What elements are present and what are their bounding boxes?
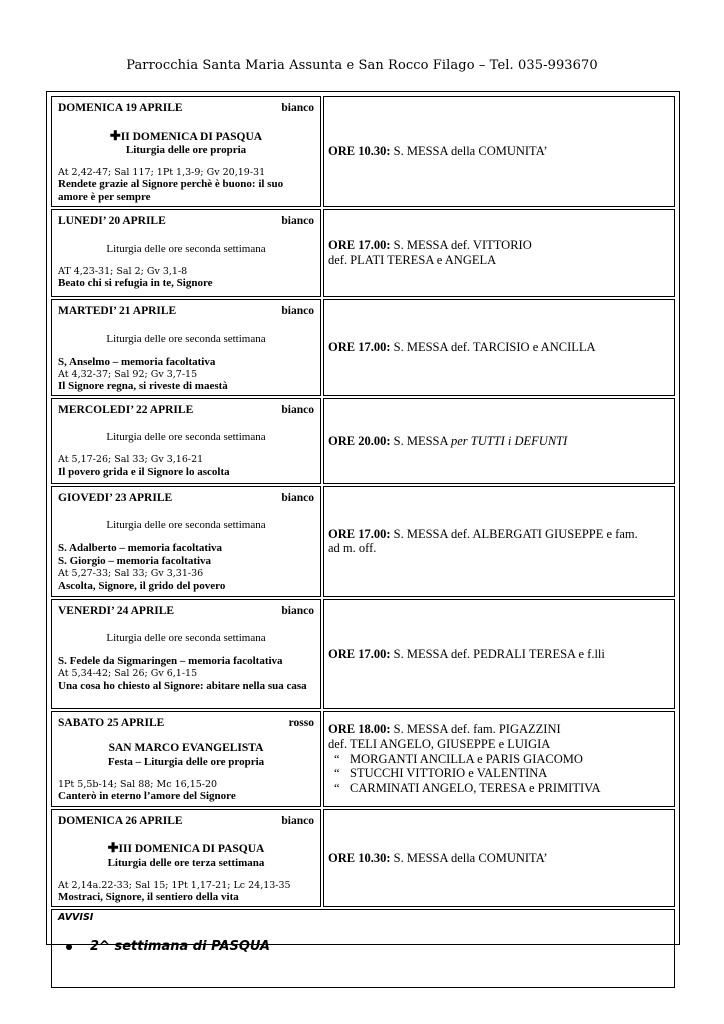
day-title: VENERDI’ 24 APRILE	[58, 604, 175, 617]
liturgical-color: bianco	[281, 403, 314, 416]
day-mass-cell	[323, 599, 675, 709]
mass-time: ORE 10.30:	[328, 144, 391, 159]
schedule-table	[49, 94, 677, 990]
day-header	[58, 717, 314, 731]
day-liturgy-cell	[51, 209, 321, 297]
day-title: MARTEDI’ 21 APRILE	[58, 305, 177, 318]
liturgical-color: bianco	[281, 305, 314, 318]
readings: At 5,27-33; Sal 33; Gv 3,31-36	[58, 568, 204, 580]
feast-title	[58, 128, 314, 145]
day-mass-cell	[323, 398, 675, 484]
day-header	[58, 215, 314, 229]
psalm-response: Mostraci, Signore, il sentiero della vita	[58, 891, 239, 904]
readings: At 2,14a.22-33; Sal 15; 1Pt 1,17-21; Lc 24,13-35	[58, 880, 291, 891]
avvisi-item-text: 2^ settimana di PASQUA	[90, 939, 270, 955]
mass-text: S. MESSA def. fam. PIGAZZINI	[390, 722, 561, 737]
psalm-response: Il Signore regna, si riveste di maestà	[58, 379, 228, 392]
feast-name: III DOMENICA DI PASQUA	[118, 843, 265, 856]
mass-intention: per TUTTI i DEFUNTI	[450, 433, 568, 448]
mass-line	[328, 722, 670, 737]
parish-header: Parrocchia Santa Maria Assunta e San Rocco Filago – Tel. 035-993670	[126, 58, 598, 73]
mass-time: ORE 17.00:	[328, 238, 391, 253]
mass-text: S. MESSA della COMUNITA’	[390, 850, 548, 865]
liturgical-color: rosso	[288, 716, 314, 729]
day-title: DOMENICA 19 APRILE	[58, 102, 183, 114]
liturgy-hours: Liturgia delle ore seconda settimana	[106, 332, 266, 345]
day-liturgy-cell	[51, 711, 321, 807]
day-row	[51, 809, 675, 907]
mass-line	[328, 851, 670, 866]
day-row	[51, 299, 675, 396]
memorial: S, Anselmo – memoria facoltativa	[58, 355, 216, 368]
liturgy-hours: Liturgia delle ore seconda settimana	[106, 431, 266, 444]
day-row	[51, 96, 675, 207]
avvisi-item	[58, 939, 668, 954]
feast-name: II DOMENICA DI PASQUA	[120, 130, 263, 143]
day-title: GIOVEDI’ 23 APRILE	[58, 491, 173, 504]
day-header	[58, 404, 314, 418]
mass-line	[328, 766, 670, 781]
mass-time: ORE 18.00:	[328, 722, 391, 737]
day-liturgy-cell	[51, 398, 321, 484]
psalm-response: Beato chi si refugia in te, Signore	[58, 276, 213, 289]
mass-line	[328, 647, 670, 662]
liturgy-hours: Liturgia delle ore seconda settimana	[106, 519, 266, 532]
mass-text: CARMINATI ANGELO, TERESA e PRIMITIVA	[350, 781, 601, 796]
day-row	[51, 711, 675, 807]
mass-time: ORE 17.00:	[328, 646, 391, 661]
day-row	[51, 398, 675, 484]
day-header	[58, 605, 314, 619]
mass-text: ad m. off.	[328, 541, 377, 556]
day-mass-cell	[323, 711, 675, 807]
psalm-response: Il povero grida e il Signore lo ascolta	[58, 465, 230, 478]
day-title: MERCOLEDI’ 22 APRILE	[58, 403, 194, 416]
mass-text: def. TELI ANGELO, GIUSEPPE e LUIGIA	[328, 736, 551, 751]
psalm-response: Una cosa ho chiesto al Signore: abitare nella sua casa	[58, 679, 307, 692]
readings: 1Pt 5,5b-14; Sal 88; Mc 16,15-20	[58, 779, 218, 790]
day-mass-cell	[323, 96, 675, 207]
mass-line	[328, 781, 670, 796]
avvisi-cell	[51, 909, 675, 988]
day-mass-cell	[323, 809, 675, 907]
mass-text: S. MESSA	[390, 433, 451, 448]
day-liturgy-cell	[51, 599, 321, 709]
day-row	[51, 486, 675, 597]
memorial: S. Adalberto – memoria facoltativa	[58, 542, 223, 555]
mass-text: STUCCHI VITTORIO e VALENTINA	[350, 766, 548, 781]
liturgy-hours: Festa – Liturgia delle ore propria	[107, 756, 265, 769]
mass-line	[328, 752, 670, 767]
mass-text: S. MESSA def. VITTORIO	[390, 238, 532, 253]
day-title: LUNEDI’ 20 APRILE	[58, 215, 166, 228]
readings: At 2,42-47; Sal 117; 1Pt 1,3-9; Gv 20,19-31	[58, 167, 266, 179]
mass-time: ORE 20.00:	[328, 433, 391, 448]
liturgy-hours: Liturgia delle ore seconda settimana	[106, 632, 266, 645]
day-liturgy-cell	[51, 486, 321, 597]
liturgical-color: bianco	[281, 215, 314, 228]
feast-title	[58, 840, 314, 857]
cross-icon: ✚	[107, 840, 119, 856]
liturgy-hours: Liturgia delle ore seconda settimana	[106, 242, 266, 255]
day-liturgy-cell	[51, 809, 321, 907]
mass-time: ORE 17.00:	[328, 340, 391, 355]
day-header	[58, 815, 314, 829]
avvisi-title: AVVISI	[58, 912, 94, 924]
bullet-icon	[66, 944, 72, 950]
day-title: DOMENICA 26 APRILE	[58, 814, 183, 827]
mass-line	[328, 527, 670, 542]
ditto-mark: “	[334, 781, 340, 796]
day-liturgy-cell	[51, 96, 321, 207]
psalm-response: Rendete grazie al Signore perchè è buono: il suo amore è per sempre	[58, 178, 284, 204]
memorial: S. Giorgio – memoria facoltativa	[58, 555, 212, 568]
mass-line	[328, 144, 670, 159]
liturgy-hours: Liturgia delle ore terza settimana	[107, 857, 265, 870]
mass-text: S. MESSA def. TARCISIO e ANCILLA	[390, 340, 596, 355]
ditto-mark: “	[334, 751, 340, 766]
mass-text: S. MESSA def. ALBERGATI GIUSEPPE e fam.	[390, 526, 638, 541]
mass-text: def. PLATI TERESA e ANGELA	[328, 253, 497, 268]
psalm-response: Ascolta, Signore, il grido del povero	[58, 579, 226, 592]
day-header	[58, 492, 314, 506]
ditto-mark: “	[334, 766, 340, 781]
mass-line	[328, 541, 670, 556]
day-header	[58, 102, 314, 116]
day-liturgy-cell	[51, 299, 321, 396]
day-mass-cell	[323, 299, 675, 396]
day-mass-cell	[323, 209, 675, 297]
avvisi-row	[51, 909, 675, 988]
memorial: S. Fedele da Sigmaringen – memoria facoltativa	[58, 655, 283, 668]
liturgical-color: bianco	[281, 102, 314, 114]
mass-line	[328, 340, 670, 355]
liturgical-color: bianco	[281, 604, 314, 617]
mass-line	[328, 434, 670, 449]
mass-time: ORE 10.30:	[328, 850, 391, 865]
feast-title: SAN MARCO EVANGELISTA	[108, 742, 264, 755]
liturgical-color: bianco	[281, 491, 314, 504]
readings: At 5,17-26; Sal 33; Gv 3,16-21	[58, 454, 204, 466]
mass-line	[328, 238, 670, 253]
day-title: SABATO 25 APRILE	[58, 716, 165, 729]
cross-icon: ✚	[109, 127, 121, 143]
readings: AT 4,23-31; Sal 2; Gv 3,1-8	[58, 265, 188, 277]
day-row	[51, 599, 675, 709]
mass-text: MORGANTI ANCILLA e PARIS GIACOMO	[350, 751, 583, 766]
day-mass-cell	[323, 486, 675, 597]
liturgical-color: bianco	[281, 814, 314, 827]
mass-time: ORE 17.00:	[328, 526, 391, 541]
mass-line	[328, 737, 670, 752]
readings: At 5,34-42; Sal 26; Gv 6,1-15	[58, 668, 198, 680]
mass-text: S. MESSA def. PEDRALI TERESA e f.lli	[390, 646, 605, 661]
mass-line	[328, 253, 670, 268]
day-header	[58, 305, 314, 319]
readings: At 4,32-37; Sal 92; Gv 3,7-15	[58, 368, 198, 380]
mass-text: S. MESSA della COMUNITA’	[390, 144, 548, 159]
psalm-response: Canterò in eterno l’amore del Signore	[58, 790, 236, 803]
day-row	[51, 209, 675, 297]
liturgy-hours: Liturgia delle ore propria	[125, 144, 247, 157]
